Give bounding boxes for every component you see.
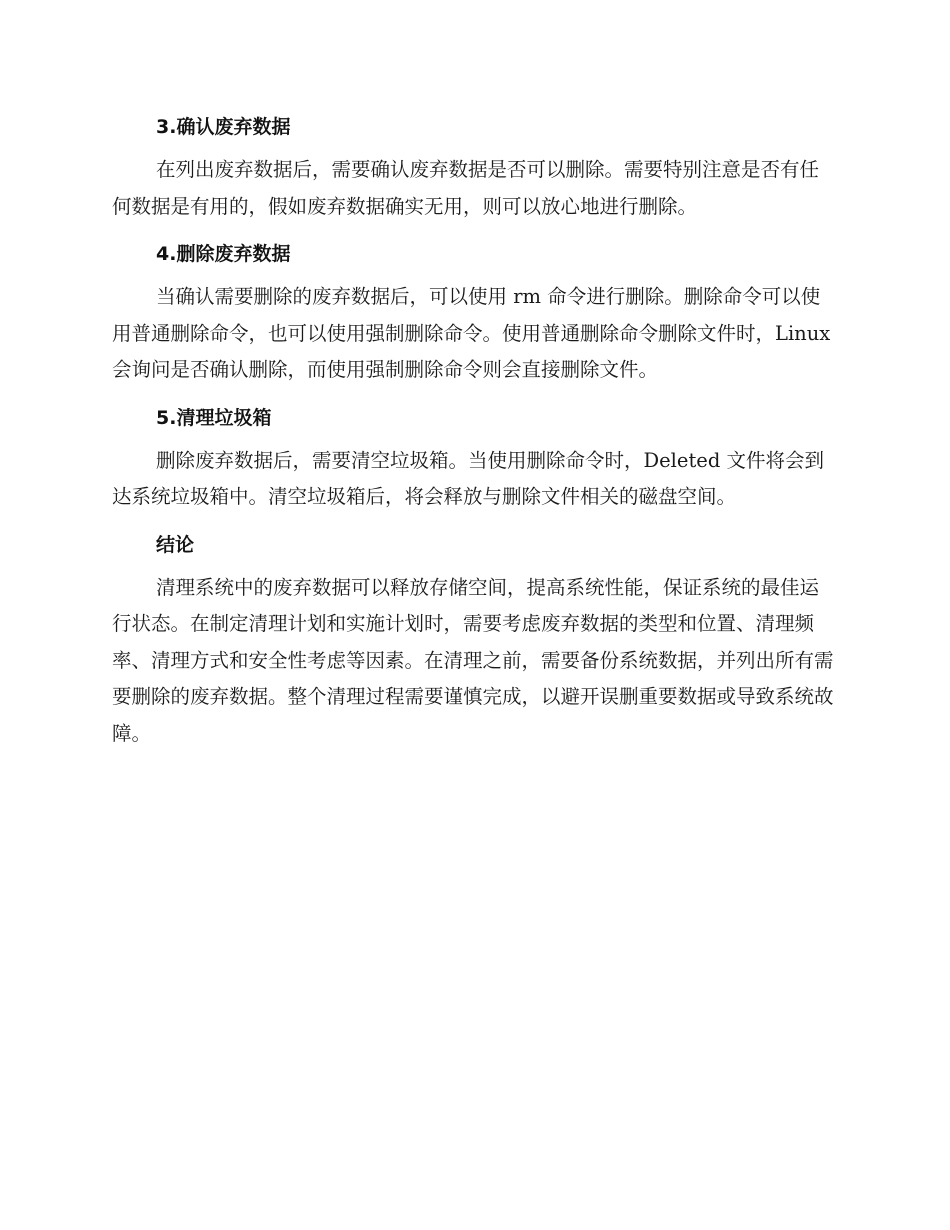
- section-paragraph-trash: 删除废弃数据后，需要清空垃圾箱。当使用删除命令时，Deleted 文件将会到达系统垃圾箱中。清空垃圾箱后，将会释放与删除文件相关的磁盘空间。: [112, 448, 825, 508]
- section-heading-delete: 4.删除废弃数据: [156, 243, 291, 265]
- section-paragraph-confirm: 在列出废弃数据后，需要确认废弃数据是否可以删除。需要特别注意是否有任何数据是有用的，假如废弃数据确实无用，则可以放心地进行删除。: [112, 158, 820, 218]
- section-paragraph-conclusion: 清理系统中的废弃数据可以释放存储空间，提高系统性能，保证系统的最佳运行状态。在制定清理计划和实施计划时，需要考虑废弃数据的类型和位置、清理频率、清理方式和安全性考虑等因素。在清理之前，需要备份系统数据，并列出所有需要删除的废弃数据。整个清理过程需要谨慎完成，以避开误删重要数据或导致系统故障。: [112, 575, 834, 745]
- section-heading-trash: 5.清理垃圾箱: [156, 406, 272, 429]
- section-heading-conclusion: 结论: [156, 533, 195, 556]
- section-heading-confirm: 3.确认废弃数据: [156, 116, 291, 138]
- document-body: [112, 108, 834, 762]
- section-paragraph-delete: 当确认需要删除的废弃数据后，可以使用 rm 命令进行删除。删除命令可以使用普通删除命令，也可以使用强制删除命令。使用普通删除命令删除文件时，Linux 会询问是否确认删除，而使用强制删除命令则会直接删除文件。: [112, 285, 831, 381]
